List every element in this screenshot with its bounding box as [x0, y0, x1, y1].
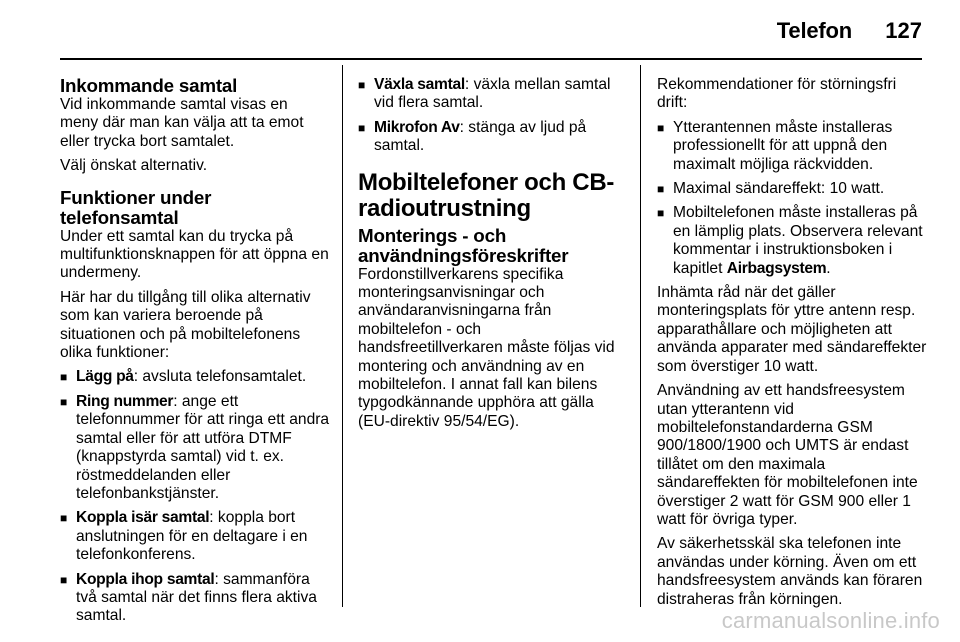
column-3 — [657, 76, 927, 615]
list-text: Mobiltelefonen måste installeras på en lämplig plats. Observera relevant kommentar i instruktionsboken i kapitlet — [673, 204, 923, 277]
list-text: : växla mellan samtal vid flera samtal. — [374, 76, 611, 112]
watermark: carmanualsonline.info — [721, 608, 940, 633]
heading-incoming-calls: Inkommande samtal — [60, 75, 238, 96]
paragraph: Välj önskat alternativ. — [60, 157, 208, 175]
list-term: Koppla ihop samtal — [76, 570, 215, 588]
function-list-continued — [358, 76, 628, 156]
list-term: Växla samtal — [374, 76, 465, 93]
paragraph: Användning av ett handsfreesystem utan ytterantenn vid mobiltelefonstandarderna GSM 900/1800/1900 och UMTS är endast tillåtet om den maximala sändareffekten för mobiltelefonen inte överstiger 2 watt för GSM 900 eller 1 watt för övriga typer. — [657, 382, 918, 528]
list-text: : ange ett telefonnummer för att ringa ett andra samtal eller för att utföra DTMF (knappstyrda samtal) vid t. ex. röstmeddelanden eller telefonbankstjänster. — [76, 392, 330, 502]
heading-call-functions: Funktioner under telefonsamtal — [60, 186, 212, 228]
paragraph: Rekommendationer för störningsfri drift: — [657, 76, 897, 112]
paragraph: Vid inkommande samtal visas en meny där man kan välja att ta emot eller trycka bort samtalet. — [60, 96, 304, 150]
heading-mobile-phones: Mobiltelefoner och CB-radioutrustning — [358, 168, 615, 222]
list-item — [358, 76, 628, 113]
header-rule — [60, 58, 922, 60]
heading-installation-rules: Monterings - och användningsföreskrifter — [358, 224, 569, 266]
paragraph: Av säkerhetsskäl ska telefonen inte användas under körning. Även om ett handsfreesystem används kan föraren distraheras från körningen. — [657, 535, 923, 608]
function-list — [60, 368, 330, 625]
paragraph: Under ett samtal kan du trycka på multifunktionsknappen för att öppna en undermeny. — [60, 227, 329, 282]
list-item — [657, 119, 927, 174]
chapter-reference: Airbagsystem — [726, 259, 827, 277]
list-term: Mikrofon Av — [374, 118, 460, 136]
list-item — [657, 204, 927, 278]
list-item — [358, 119, 628, 156]
list-text: : avsluta telefonsamtalet. — [133, 368, 307, 386]
list-text-suffix: . — [826, 259, 831, 277]
page-title: Telefon — [776, 18, 852, 43]
recommendation-list — [657, 119, 927, 278]
paragraph: Fordonstillverkarens specifika monteringsanvisningar och användaranvisningarna från mobiltelefon - och handsfreetillverkaren måste följas vid montering och användning av en mobiltelefon. I annat fall kan bilens typgodkännande upphöra att gälla (EU-direktiv 95/54/EG). — [358, 265, 615, 430]
paragraph: Inhämta råd när det gäller monteringsplats för yttre antenn resp. apparathållare och möjligheten att använda apparater med sändareffekter som överstiger 10 watt. — [657, 284, 927, 375]
list-item — [60, 571, 330, 626]
list-text: Maximal sändareffekt: 10 watt. — [673, 180, 885, 198]
list-text: : stänga av ljud på samtal. — [374, 118, 587, 155]
list-term: Ring nummer — [76, 392, 174, 410]
list-term: Koppla isär samtal — [76, 509, 210, 527]
list-text: : koppla bort anslutningen för en deltagare i en telefonkonferens. — [76, 509, 308, 564]
page-header — [0, 0, 960, 62]
paragraph: Här har du tillgång till olika alternativ som kan variera beroende på situationen och på mobiltelefonens olika funktioner: — [60, 288, 311, 362]
list-text: Ytterantennen måste installeras professionellt för att uppnå den maximalt möjliga räckvidden. — [673, 118, 893, 173]
column-2 — [358, 76, 628, 437]
list-item — [60, 393, 330, 503]
list-item — [60, 368, 330, 386]
list-text: : sammanföra två samtal när det finns flera aktiva samtal. — [76, 570, 317, 625]
column-divider-1 — [342, 65, 343, 607]
column-divider-2 — [640, 65, 641, 607]
page-number: 127 — [885, 18, 922, 43]
list-item — [60, 509, 330, 564]
list-item — [657, 180, 927, 198]
list-term: Lägg på — [76, 368, 134, 386]
column-1 — [60, 76, 330, 632]
